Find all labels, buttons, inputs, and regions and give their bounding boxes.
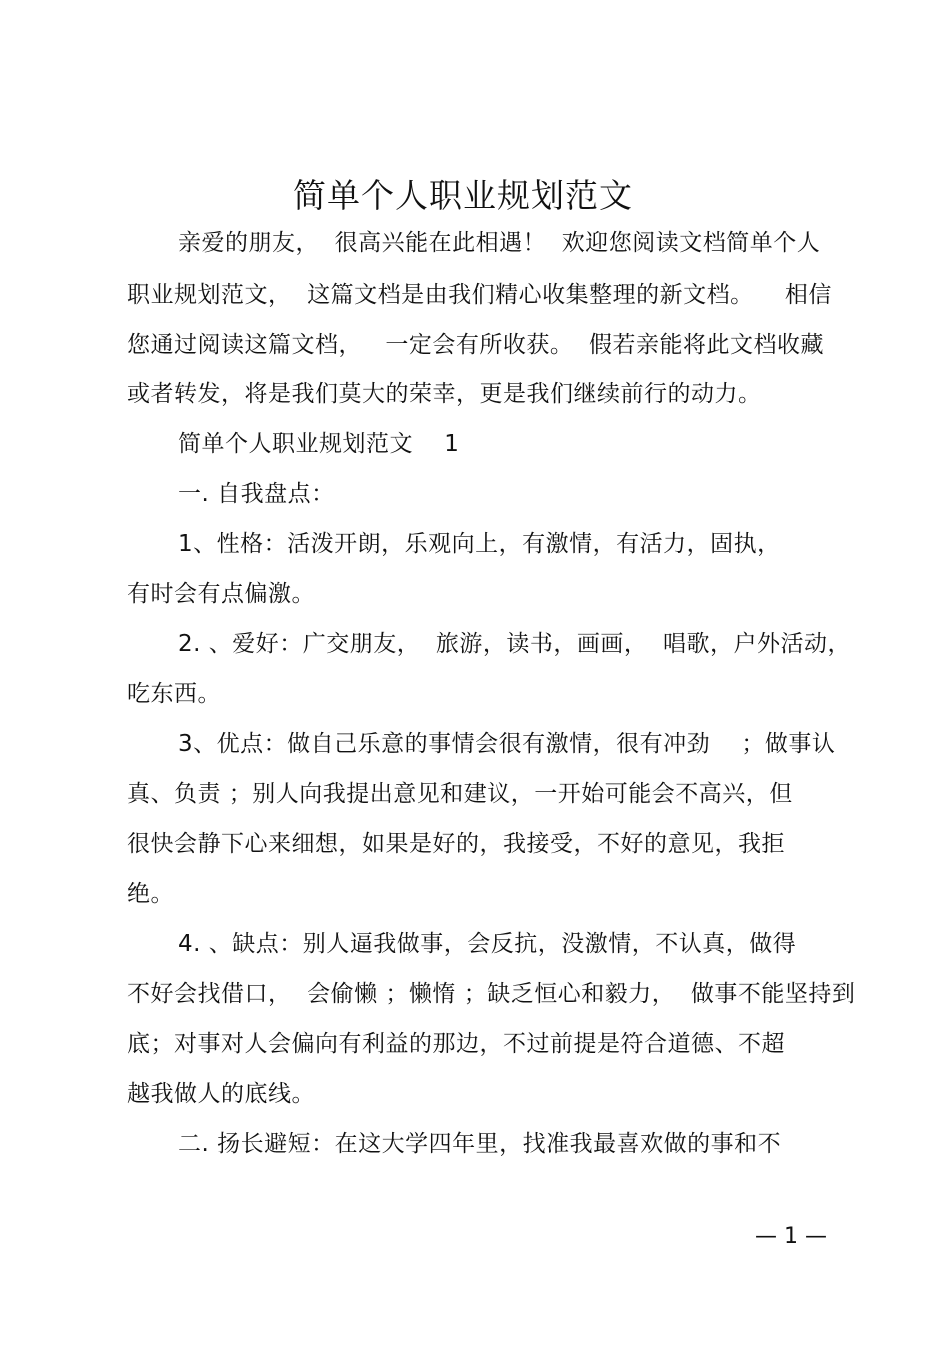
paragraph-line: 或者转发，将是我们莫大的荣幸，更是我们继续前行的动力。 bbox=[127, 381, 762, 407]
paragraph-line: 2. 、爱好：广交朋友， 旅游，读书，画画， 唱歌，户外活动， bbox=[178, 631, 851, 657]
paragraph-line: 不好会找借口， 会偷懒 ；懒惰 ；缺乏恒心和毅力， 做事不能坚持到 bbox=[127, 981, 856, 1007]
paragraph-line: 4. 、缺点：别人逼我做事，会反抗，没激情，不认真，做得 bbox=[178, 931, 797, 957]
paragraph-line: 您通过阅读这篇文档， 一定会有所收获。 假若亲能将此文档收藏 bbox=[127, 332, 825, 358]
paragraph-line: 很快会静下心来细想，如果是好的，我接受，不好的意见，我拒 bbox=[127, 831, 785, 857]
paragraph-line: 吃东西。 bbox=[127, 681, 221, 707]
paragraph-line: 亲爱的朋友， 很高兴能在此相遇！ 欢迎您阅读文档简单个人 bbox=[178, 230, 821, 256]
document-title: 简单个人职业规划范文 bbox=[293, 176, 633, 215]
paragraph-line: 越我做人的底线。 bbox=[127, 1081, 315, 1107]
section-heading: 简单个人职业规划范文 1 bbox=[178, 431, 460, 457]
paragraph-line: 真、负责 ；别人向我提出意见和建议，一开始可能会不高兴，但 bbox=[127, 781, 793, 807]
paragraph-line: 3、优点：做自己乐意的事情会很有激情，很有冲劲 ；做事认 bbox=[178, 731, 836, 757]
paragraph-line: 1、性格：活泼开朗，乐观向上，有激情，有活力，固执， bbox=[178, 531, 781, 557]
paragraph-line: 有时会有点偏激。 bbox=[127, 581, 315, 607]
paragraph-line: 绝。 bbox=[127, 881, 174, 907]
page-number: — 1 — bbox=[755, 1224, 827, 1249]
paragraph-line: 底；对事对人会偏向有利益的那边，不过前提是符合道德、不超 bbox=[127, 1031, 785, 1057]
paragraph-line: 职业规划范文， 这篇文档是由我们精心收集整理的新文档。 相信 bbox=[127, 282, 832, 308]
section-heading: 一. 自我盘点： bbox=[178, 481, 335, 507]
paragraph-line: 二. 扬长避短：在这大学四年里，找准我最喜欢做的事和不 bbox=[178, 1131, 782, 1157]
